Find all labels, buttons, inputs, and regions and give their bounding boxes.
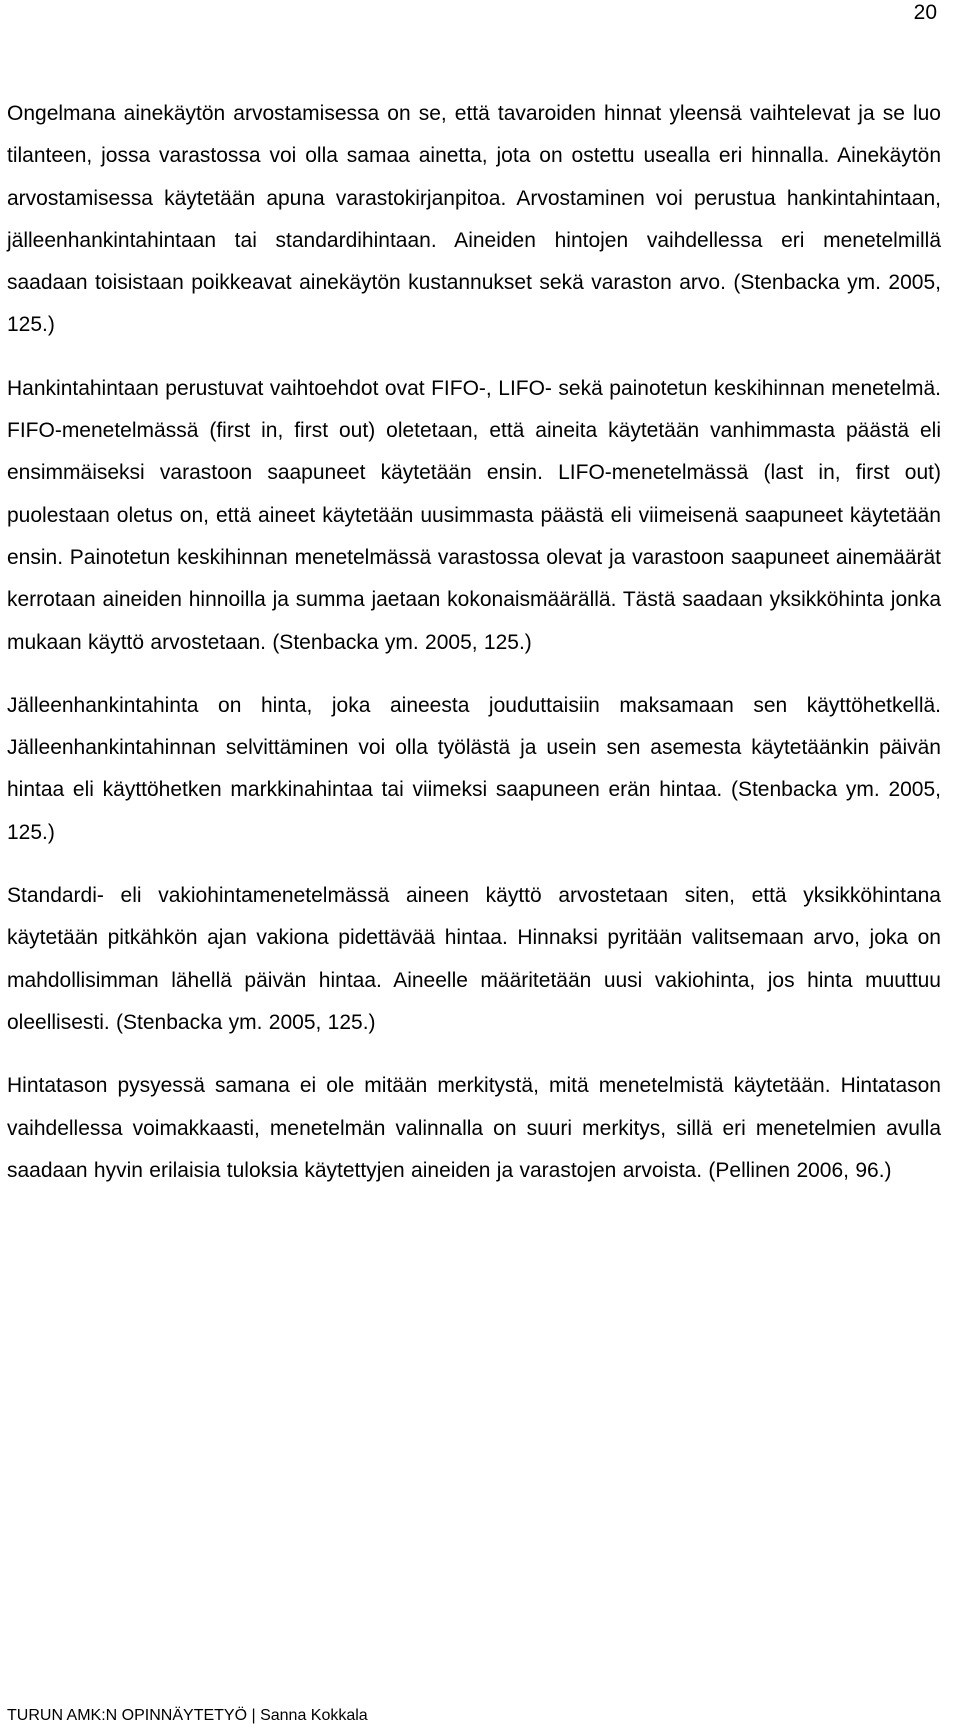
page-number: 20 [913,1,937,24]
paragraph-replacement-price: Jälleenhankintahinta on hinta, joka aineesta jouduttaisiin maksamaan sen käyttöhetkellä. Jälleenhankintahinnan selvittäminen voi olla työlästä ja usein sen asemesta käytetäänkin päivän hintaa eli käyttöhetken markkinahintaa tai viimeksi saapuneen erän hintaa. (Stenbacka ym. 2005, 125.) [7,693,941,844]
paragraph-inventory-valuation: Ongelmana ainekäytön arvostamisessa on se, että tavaroiden hinnat yleensä vaihtelevat ja se luo tilanteen, jossa varastossa voi olla samaa ainetta, jota on ostettu usealla eri hinnalla. Ainekäytön arvostamisessa käytetään apuna varastokirjanpitoa. Arvostaminen voi perustua hankintahintaan, jälleenhankintahintaan tai standardihintaan. Aineiden hintojen vaihdellessa eri menetelmillä saadaan toisistaan poikkeavat ainekäytön kustannukset sekä varaston arvo. (Stenbacka ym. 2005, 125.) [7,102,941,337]
document-body [7,93,941,1192]
paragraph-fifo-lifo: Hankintahintaan perustuvat vaihtoehdot ovat FIFO-, LIFO- sekä painotetun keskihinnan menetelmä. FIFO-menetelmässä (first in, first out) oletetaan, että aineita käytetään vanhimmasta päästä eli ensimmäiseksi varastoon saapuneet käytetään ensin. LIFO-menetelmässä (last in, first out) puolestaan oletus on, että aineet käytetään uusimmasta päästä eli viimeisenä saapuneet käytetään ensin. Painotetun keskihinnan menetelmässä varastossa olevat ja varastoon saapuneet ainemäärät kerrotaan aineiden hinnoilla ja summa jaetaan kokonaismäärällä. Tästä saadaan yksikköhinta jonka mukaan käyttö arvostetaan. (Stenbacka ym. 2005, 125.) [7,376,941,654]
paragraph-standard-price: Standardi- eli vakiohintamenetelmässä aineen käyttö arvostetaan siten, että yksikköhintana käytetään pitkähkön ajan vakiona pidettävää hintaa. Hinnaksi pyritään valitsemaan arvo, joka on mahdollisimman lähellä päivän hintaa. Aineelle määritetään uusi vakiohinta, jos hinta muuttuu oleellisesti. (Stenbacka ym. 2005, 125.) [7,884,941,1034]
page-footer: TURUN AMK:N OPINNÄYTETYÖ | Sanna Kokkala [7,1707,368,1724]
paragraph-price-level: Hintatason pysyessä samana ei ole mitään merkitystä, mitä menetelmistä käytetään. Hintatason vaihdellessa voimakkaasti, menetelmän valinnalla on suuri merkitys, sillä eri menetelmien avulla saadaan hyvin erilaisia tuloksia käytettyjen aineiden ja varastojen arvoista. (Pellinen 2006, 96.) [7,1074,941,1182]
